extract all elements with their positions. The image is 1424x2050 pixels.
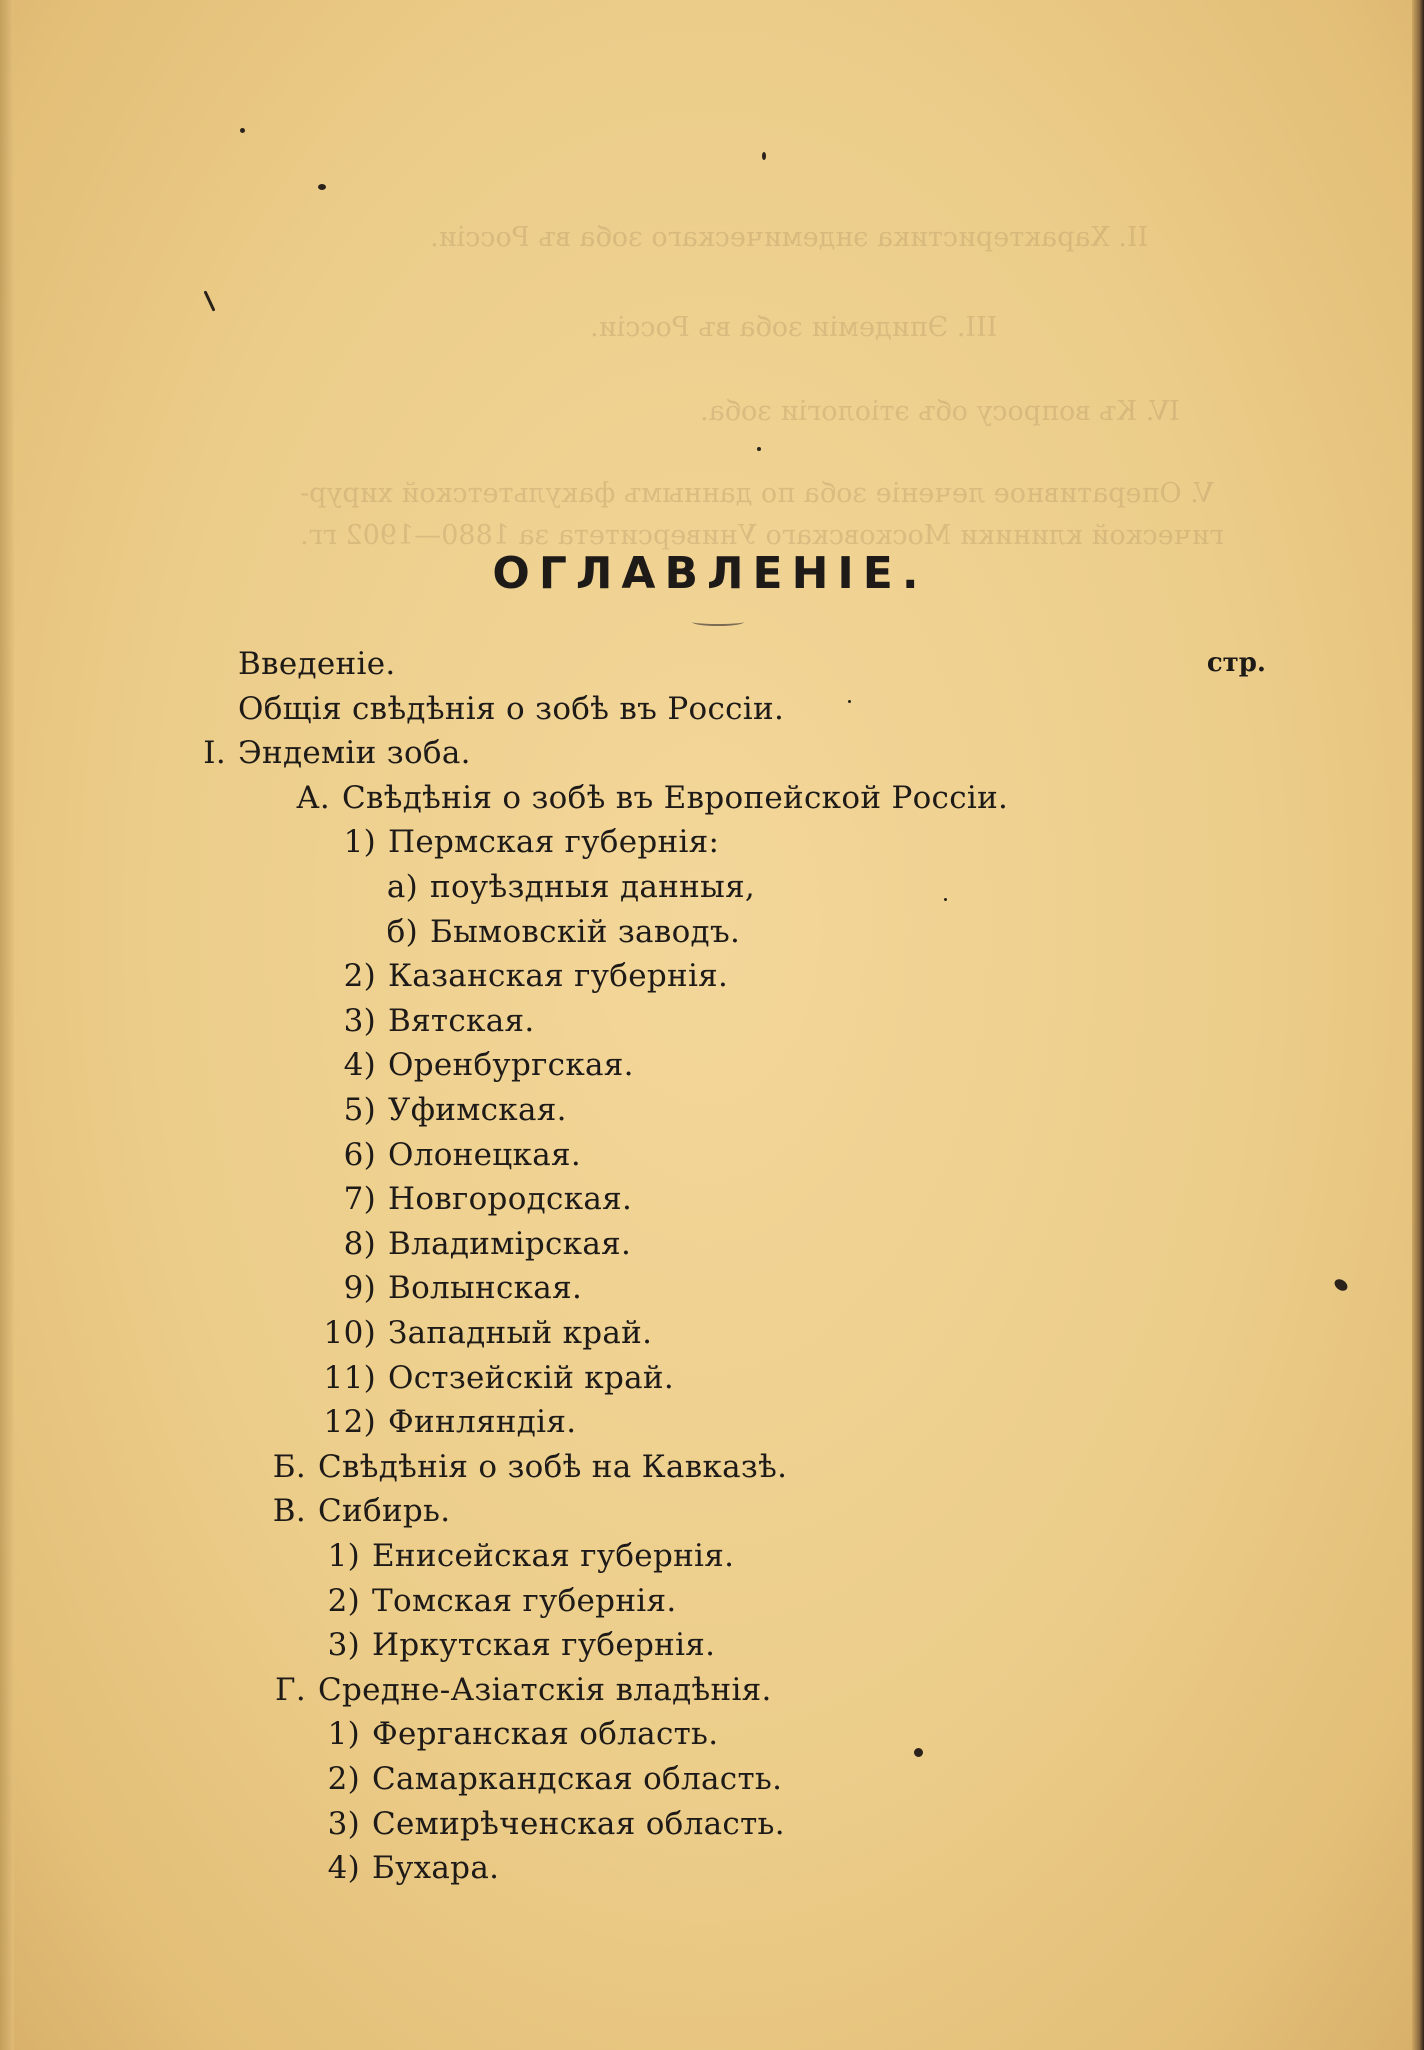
toc-entry-number: а): [386, 869, 418, 905]
toc-entry-text: Енисейская губернія.: [372, 1538, 735, 1574]
toc-entry: [330, 1270, 582, 1306]
toc-entry: [292, 780, 1008, 816]
toc-entry-number: 2): [343, 958, 376, 995]
toc-entry-number: 2): [327, 1761, 360, 1797]
toc-entry-number: 2): [327, 1582, 360, 1619]
toc-entry-text: Эндеміи зоба.: [238, 735, 471, 772]
toc-entry-text: Семирѣченская область.: [372, 1805, 785, 1842]
toc-entry-number: 3): [327, 1805, 360, 1842]
toc-entry-text: Средне-Азіатскія владѣнія.: [318, 1671, 772, 1708]
toc-entry: [310, 1404, 576, 1440]
toc-entry-number: Г.: [275, 1671, 306, 1708]
toc-entry: [316, 1761, 782, 1797]
ink-speck: [203, 290, 215, 311]
toc-entry-number: 3): [343, 1002, 376, 1039]
toc-entry: [330, 1047, 634, 1083]
bleed-through-line: V. Оперативное леченіе зоба по даннымъ факультетской хирур-: [300, 478, 1214, 509]
toc-entry-number: Б.: [272, 1448, 306, 1485]
bleed-through-line: II. Характеристика эндемическаго зоба въ Россіи.: [430, 222, 1149, 253]
toc-entry-text: Финляндія.: [388, 1404, 577, 1441]
toc-entry-number: 4): [327, 1850, 360, 1887]
toc-entry-number: 5): [343, 1092, 376, 1128]
toc-entry-text: Свѣдѣнія о зобѣ въ Европейской Россіи.: [342, 779, 1009, 816]
toc-entry-text: Иркутская губернія.: [372, 1627, 716, 1664]
ink-speck: [944, 898, 947, 901]
toc-entry-text: Новгородская.: [388, 1181, 633, 1218]
toc-entry-number: 3): [327, 1627, 360, 1664]
toc-entry-number: 4): [343, 1047, 376, 1084]
toc-entry: [330, 1226, 631, 1262]
toc-entry-text: поуѣздныя данныя,: [430, 869, 756, 905]
bleed-through-line: гической клиники Московскаго Университета за 1880—1902 гг.: [300, 520, 1224, 551]
toc-entry-text: Владимірская.: [388, 1225, 632, 1262]
title-ornament-rule: [692, 618, 744, 626]
toc-entry: [316, 1627, 715, 1663]
ink-speck: [240, 128, 245, 133]
toc-entry: [192, 735, 471, 771]
toc-entry: [330, 1137, 581, 1173]
toc-entry-text: Уфимская.: [388, 1092, 567, 1128]
toc-entry-number: 1): [327, 1716, 360, 1753]
toc-entry: [330, 958, 728, 994]
toc-entry: [330, 1181, 632, 1217]
toc-entry-number: 10): [323, 1315, 376, 1351]
toc-entry-number: 12): [323, 1404, 376, 1441]
toc-entry-number: 1): [327, 1538, 360, 1574]
page-column-label: стр.: [1206, 648, 1266, 678]
bleed-through-line: III. Эпидеміи зоба въ Россіи.: [590, 312, 998, 343]
toc-entry-text: Самаркандская область.: [372, 1761, 783, 1797]
toc-entry: [316, 1538, 734, 1574]
toc-entry: [316, 1850, 499, 1886]
toc-entry: [310, 1315, 652, 1351]
toc-entry-text: Остзейскій край.: [388, 1359, 675, 1396]
toc-entry-text: Олонецкая.: [388, 1136, 581, 1173]
toc-entry-number: 8): [343, 1225, 376, 1262]
toc-entry: [380, 914, 740, 950]
toc-entry-text: Свѣдѣнія о зобѣ на Кавказѣ.: [318, 1448, 788, 1485]
toc-entry-text: Западный край.: [388, 1315, 653, 1351]
toc-entry-text: Сибирь.: [318, 1493, 451, 1530]
toc-entry-text: Ферганская область.: [372, 1716, 719, 1753]
toc-entry-text: Оренбургская.: [388, 1047, 634, 1084]
toc-entry-number: 1): [343, 824, 376, 861]
toc-entry-number: 6): [343, 1136, 376, 1173]
toc-entry: [238, 691, 784, 727]
toc-entry-text: Бымовскій заводъ.: [430, 913, 741, 950]
ink-speck: [848, 700, 851, 703]
toc-entry: [272, 1672, 772, 1708]
toc-entry: [310, 1360, 674, 1396]
ink-speck: [914, 1748, 923, 1757]
toc-entry-number: I.: [203, 735, 226, 772]
toc-entry-number: 7): [343, 1181, 376, 1218]
toc-entry-number: б): [386, 913, 418, 950]
toc-entry: [380, 869, 755, 905]
page-left-edge: [0, 0, 14, 2050]
toc-entry: [316, 1716, 718, 1752]
toc-entry: [316, 1806, 785, 1842]
toc-entry: [330, 824, 719, 860]
bleed-through-line: IV. Къ вопросу объ этіологіи зоба.: [700, 396, 1180, 427]
toc-entry-number: 11): [323, 1359, 376, 1396]
ink-speck: [762, 152, 766, 160]
toc-entry-number: В.: [272, 1493, 306, 1530]
toc-entry-number: 9): [343, 1270, 376, 1307]
toc-entry-text: Пермская губернія:: [388, 824, 720, 861]
toc-entry-text: Томская губернія.: [372, 1582, 677, 1619]
toc-entry-text: Волынская.: [388, 1270, 583, 1307]
toc-entry-text: Вятская.: [388, 1002, 535, 1039]
page-title: ОГЛАВЛЕНІЕ.: [492, 548, 928, 599]
toc-entry-text: Общія свѣдѣнія о зобѣ въ Россіи.: [238, 690, 785, 727]
toc-entry: [330, 1092, 567, 1128]
toc-entry: [316, 1583, 677, 1619]
toc-entry-text: Казанская губернія.: [388, 958, 729, 995]
page-right-edge: [1412, 0, 1424, 2050]
toc-entry-text: Введеніе.: [238, 646, 396, 682]
toc-entry: [238, 646, 396, 682]
toc-entry-number: А.: [296, 779, 330, 816]
toc-entry: [272, 1449, 787, 1485]
ink-speck: [757, 447, 761, 451]
toc-entry: [330, 1003, 535, 1039]
ink-speck: [318, 184, 326, 190]
toc-entry: [272, 1493, 450, 1529]
toc-entry-text: Бухара.: [372, 1850, 500, 1887]
ink-speck: [1332, 1277, 1349, 1293]
